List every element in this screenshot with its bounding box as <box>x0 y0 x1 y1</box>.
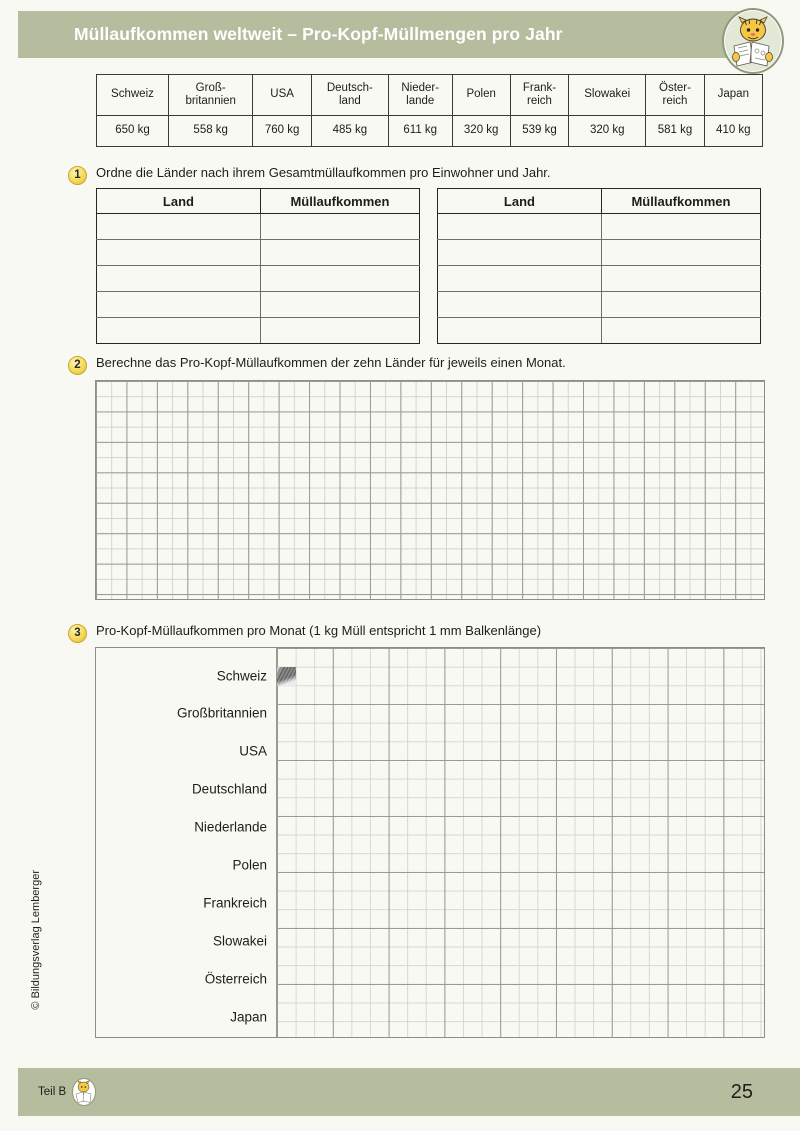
table-cell-value: 485 kg <box>311 116 388 147</box>
cell-land[interactable] <box>438 214 602 240</box>
table-cell-value: 539 kg <box>510 116 568 147</box>
task-number-badge-1: 1 <box>68 166 87 185</box>
table-header-row <box>97 75 763 116</box>
column-header-land: Land <box>438 189 602 214</box>
table-cell-country: USA <box>253 75 311 116</box>
cell-muellaufkommen[interactable] <box>260 240 419 266</box>
chart-plot-grid[interactable] <box>277 648 764 1037</box>
table-row[interactable] <box>438 266 761 292</box>
table-header-row <box>97 189 420 214</box>
chart-label-japan: Japan <box>230 1009 267 1025</box>
chart-category-axis <box>96 648 277 1037</box>
cell-land[interactable] <box>97 292 261 318</box>
chart-label-polen: Polen <box>232 857 267 873</box>
table-cell-country: Polen <box>452 75 510 116</box>
table-cell-country: Japan <box>704 75 762 116</box>
tiger-mascot-icon <box>722 8 784 74</box>
task-number-badge-3: 3 <box>68 624 87 643</box>
chart-label-grossbritannien: Großbritannien <box>176 705 267 721</box>
table-cell-value: 320 kg <box>452 116 510 147</box>
cell-land[interactable] <box>97 240 261 266</box>
chart-label-oesterreich: Österreich <box>204 971 267 987</box>
cell-land[interactable] <box>97 214 261 240</box>
table-row[interactable] <box>97 318 420 344</box>
chart-label-frankreich: Frankreich <box>203 895 267 911</box>
cell-land[interactable] <box>438 240 602 266</box>
table-cell-country: Nieder- lande <box>388 75 452 116</box>
cell-muellaufkommen[interactable] <box>601 214 760 240</box>
table-row[interactable] <box>97 240 420 266</box>
cell-muellaufkommen[interactable] <box>601 266 760 292</box>
task-instruction-3: Pro-Kopf-Müllaufkommen pro Monat (1 kg Müll entspricht 1 mm Balkenlänge) <box>96 623 542 638</box>
table-header-row <box>438 189 761 214</box>
table-row[interactable] <box>438 292 761 318</box>
table-value-row <box>97 116 763 147</box>
column-header-muellaufkommen: Müllaufkommen <box>601 189 760 214</box>
copyright-notice: © Bildungsverlag Lemberger <box>30 870 42 1010</box>
footer-part-label: Teil B <box>38 1086 67 1098</box>
task1-answer-table-right[interactable] <box>437 188 761 344</box>
cell-muellaufkommen[interactable] <box>260 292 419 318</box>
country-waste-data-table <box>96 74 763 147</box>
table-cell-country: Frank- reich <box>510 75 568 116</box>
table-cell-value: 581 kg <box>646 116 704 147</box>
cell-land[interactable] <box>97 318 261 344</box>
page-footer-bar <box>18 1068 800 1116</box>
cell-land[interactable] <box>438 266 602 292</box>
task-number-badge-2: 2 <box>68 356 87 375</box>
page-title: Müllaufkommen weltweit – Pro-Kopf-Müllmengen pro Jahr <box>74 24 563 44</box>
task-instruction-1: Ordne die Länder nach ihrem Gesamtmüllaufkommen pro Einwohner und Jahr. <box>96 165 551 180</box>
table-row[interactable] <box>97 292 420 318</box>
table-cell-country: Öster- reich <box>646 75 704 116</box>
table-cell-country: Groß- britannien <box>168 75 253 116</box>
pencil-bar-schweiz <box>277 667 296 686</box>
table-row[interactable] <box>438 214 761 240</box>
column-header-land: Land <box>97 189 261 214</box>
task3-bar-chart[interactable] <box>95 647 765 1038</box>
table-cell-value: 611 kg <box>388 116 452 147</box>
cell-muellaufkommen[interactable] <box>601 318 760 344</box>
chart-label-usa: USA <box>239 743 267 759</box>
table-cell-country: Deutsch- land <box>311 75 388 116</box>
cell-muellaufkommen[interactable] <box>260 214 419 240</box>
chart-label-niederlande: Niederlande <box>194 819 267 835</box>
chart-label-schweiz: Schweiz <box>216 668 267 684</box>
table-row[interactable] <box>438 240 761 266</box>
table-cell-value: 760 kg <box>253 116 311 147</box>
chart-label-slowakei: Slowakei <box>212 933 267 949</box>
table-cell-value: 650 kg <box>97 116 169 147</box>
cell-land[interactable] <box>438 292 602 318</box>
table-row[interactable] <box>97 266 420 292</box>
table-cell-value: 558 kg <box>168 116 253 147</box>
footer-part-group <box>38 1078 96 1106</box>
page-number: 25 <box>730 1080 753 1103</box>
cell-muellaufkommen[interactable] <box>260 266 419 292</box>
page-header-bar <box>18 11 764 58</box>
column-header-muellaufkommen: Müllaufkommen <box>260 189 419 214</box>
task-instruction-2: Berechne das Pro-Kopf-Müllaufkommen der zehn Länder für jeweils einen Monat. <box>96 355 566 370</box>
cell-land[interactable] <box>97 266 261 292</box>
table-cell-value: 320 kg <box>569 116 646 147</box>
cell-land[interactable] <box>438 318 602 344</box>
tiger-mascot-icon <box>72 1078 96 1106</box>
task1-answer-table-left[interactable] <box>96 188 420 344</box>
table-cell-value: 410 kg <box>704 116 762 147</box>
table-cell-country: Schweiz <box>97 75 169 116</box>
chart-label-deutschland: Deutschland <box>191 781 267 797</box>
cell-muellaufkommen[interactable] <box>260 318 419 344</box>
cell-muellaufkommen[interactable] <box>601 292 760 318</box>
table-row[interactable] <box>438 318 761 344</box>
task2-calculation-grid[interactable] <box>95 380 765 600</box>
table-cell-country: Slowakei <box>569 75 646 116</box>
cell-muellaufkommen[interactable] <box>601 240 760 266</box>
table-row[interactable] <box>97 214 420 240</box>
